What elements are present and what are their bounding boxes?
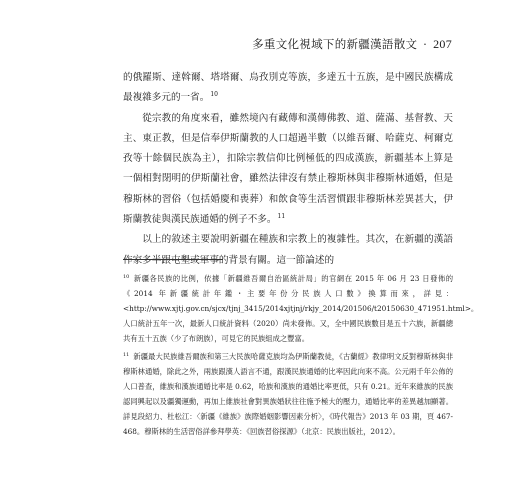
paragraph-summary <box>123 230 453 271</box>
paragraph-text: 以上的敘述主要說明新疆在種族和宗教上的複雜性。其次，在新疆的漢語作家多半跟屯墾或軍事的背景有關。這一節論述的 <box>123 234 453 266</box>
paragraph-text: 從宗教的角度來看，雖然境內有藏傳和漢傳佛教、道、薩滿、基督教、天主、東正教，但是信奉伊斯蘭教的人口超過半數（以維吾爾、哈薩克、柯爾克孜等十餘個民族為主），扣除宗教信仰比例極低的四成漢族，新疆基本上算是一個相對閉明的伊斯蘭社會，雖然法律沒有禁止穆斯林與非穆斯林通婚，但是穆斯林的習俗（包括婚慶和喪葬）和飲食等生活習慣跟非穆斯林差異甚大，伊斯蘭教徒與漢民族通婚的例子不多。 <box>123 112 453 226</box>
footnote-number: 10 <box>123 273 130 280</box>
footnote-text: 新疆各民族的比例，依據「新疆維吾爾自治區統計局」的官網在 2015 年 06 月 23 日發佈的《2014 年新疆統計年鑑・主要年份分民族人口數》換算而來，詳見：<http://www.xjtj.gov.cn/sjcx/tjnj_3415/2014xjtjnj/rkjy_2014/201506/t20150630_471951.html>。人口統計五年一次，最新人口統計資料（2020）尚未發佈。又，全中國民族數目是五十六族，新疆總共有五十五族（少了布朗族），可見它的民族組成之豐富。 <box>123 274 479 343</box>
page-number: 207 <box>433 36 452 51</box>
footnotes <box>123 271 479 442</box>
running-title: 多重文化視域下的新疆漢語散文 <box>252 37 418 51</box>
footnote-number: 11 <box>123 351 130 358</box>
running-header <box>0 34 452 54</box>
header-separator: · <box>423 37 428 51</box>
footnote-divider <box>123 259 223 260</box>
footnote-ref[interactable]: 11 <box>277 212 286 220</box>
paragraph-continued <box>123 68 453 109</box>
footnote <box>123 271 479 346</box>
paragraph-religion <box>123 109 453 231</box>
footnote-ref[interactable]: 10 <box>210 91 218 99</box>
main-text <box>123 68 453 271</box>
paragraph-text: 的俄羅斯、達斡爾、塔塔爾、烏孜別克等族，多達五十五族，是中國民族構成最複雜多元的一省。 <box>123 72 453 104</box>
footnote-text: 新疆最大民族維吾爾族和第三大民族哈薩克族均為伊斯蘭教徒，《古蘭經》教律明文反對穆斯林與非穆斯林通婚，除此之外，兩族跟漢人語言不通，跟漢民族通婚的比率因此向來不高。公元兩千年公佈的人口普查，維族和漢族通婚比率是 0.62，哈族和漢族的通婚比率更低，只有 0.21。近年來維族的民族認同興起以及疆獨運動，再加上維族社會對異族婚狀往往施予極大的壓力，通婚比率的差異越加顯著。詳見段紹力、杜松江：〈新疆《維族》族際婚姻影響因素分析〉，《時代報告》2013 年 03 期，頁 467-468。穆斯林的生活習俗詳參拜學英：《回族習俗探源》（北京：民族出版社，2012）。 <box>123 352 453 436</box>
footnote <box>123 349 453 439</box>
